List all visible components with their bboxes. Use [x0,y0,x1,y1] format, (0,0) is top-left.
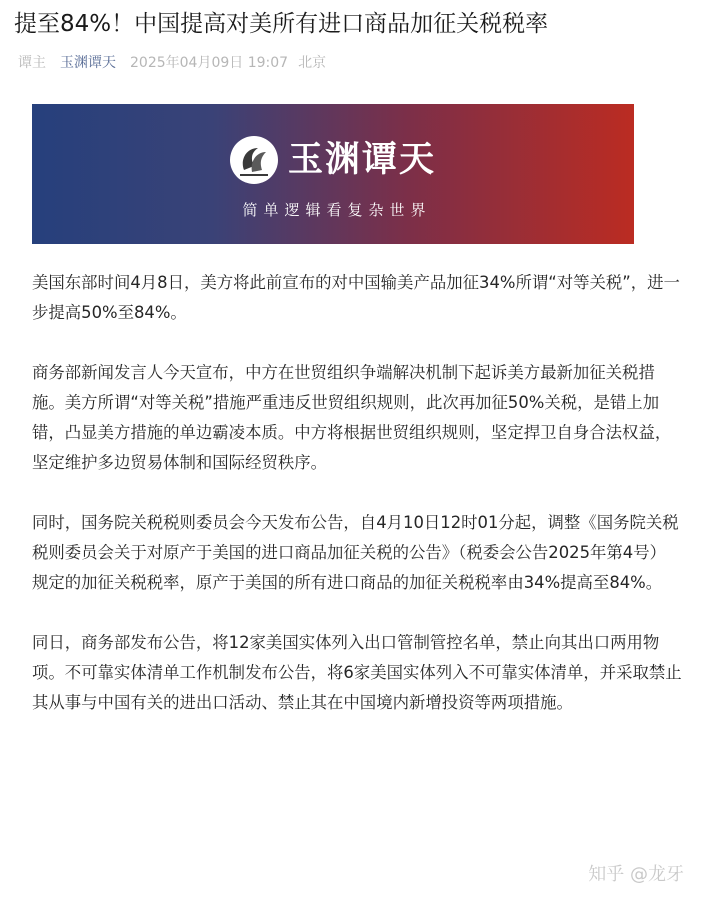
banner-slogan: 简单逻辑看复杂世界 [242,201,432,219]
article-body [32,268,682,748]
paragraph: 商务部新闻发言人今天宣布，中方在世贸组织争端解决机制下起诉美方最新加征关税措施。美方所谓“对等关税”措施严重违反世贸组织规则，此次再加征50%关税，是错上加错，凸显美方措施的单边霸凌本质。中方将根据世贸组织规则，坚定捍卫自身合法权益，坚定维护多边贸易体制和国际经贸秩序。 [32,363,672,472]
author-link[interactable]: 玉渊谭天 [60,55,116,71]
article-banner-image [32,104,634,244]
article-meta [18,52,326,74]
banner-logo-text: 玉渊谭天 [288,139,437,180]
meta-label: 谭主 [18,55,46,71]
logo-emblem-icon [230,136,278,184]
paragraph: 同日，商务部发布公告，将12家美国实体列入出口管制管控名单，禁止向其出口两用物项。不可靠实体清单工作机制发布公告，将6家美国实体列入不可靠实体清单，并采取禁止其从事与中国有关的进出口活动、禁止其在中国境内新增投资等两项措施。 [32,633,682,712]
article-title: 提至84%！中国提高对美所有进口商品加征关税税率 [14,11,549,37]
publish-date: 2025年04月09日 19:07 [130,55,289,71]
banner-logo [230,136,436,184]
paragraph: 同时，国务院关税税则委员会今天发布公告，自4月10日12时01分起，调整《国务院关税税则委员会关于对原产于美国的进口商品加征关税的公告》（税委会公告2025年第4号）规定的加征关税税率，原产于美国的所有进口商品的加征关税税率由34%提高至84%。 [32,513,679,592]
zhihu-watermark: 知乎 @龙牙 [588,864,684,885]
paragraph: 美国东部时间4月8日，美方将此前宣布的对中国输美产品加征34%所谓“对等关税”，进一步提高50%至84%。 [32,273,680,322]
publish-location: 北京 [298,55,327,71]
